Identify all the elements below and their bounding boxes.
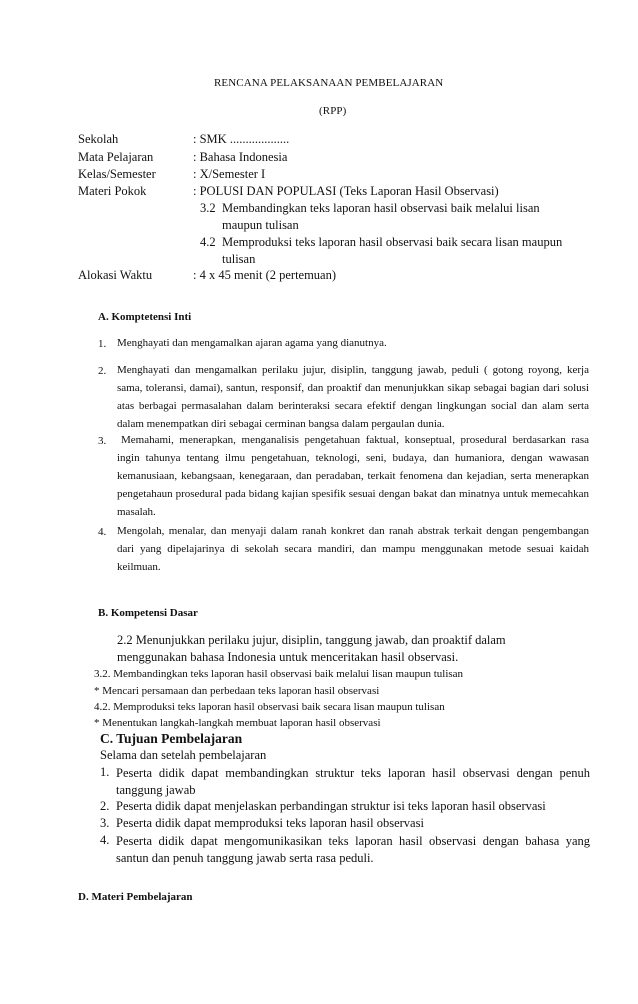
- list-item: Peserta didik dapat mengomunikasikan teks laporan hasil observasi dengan bahasa yang santun dan penuh tanggung jawab serta rasa peduli.: [116, 834, 590, 865]
- list-item-num: 3.: [100, 816, 110, 830]
- identity-label-sekolah: Sekolah: [78, 132, 119, 146]
- section-b-heading: B. Kompetensi Dasar: [98, 607, 198, 619]
- section-c-heading: C. Tujuan Pembelajaran: [100, 731, 243, 746]
- kd-line: * Menentukan langkah-langkah membuat laporan hasil observasi: [94, 717, 381, 729]
- list-item-num: 1.: [98, 338, 107, 350]
- kd-line: 3.2. Membandingkan teks laporan hasil observasi baik melalui lisan maupun tulisan: [94, 668, 464, 680]
- materi-point-line: Memproduksi teks laporan hasil observasi baik secara lisan maupun: [222, 235, 563, 249]
- list-item-num: 4.: [98, 526, 107, 538]
- list-item-num: 4.: [100, 833, 110, 847]
- section-d-heading: D. Materi Pembelajaran: [78, 891, 193, 903]
- list-item-num: 2.: [100, 799, 110, 813]
- kd-main: 2.2 Menunjukkan perilaku jujur, disiplin, tanggung jawab, dan proaktif dalam menggunakan bahasa Indonesia untuk menceritakan hasil observasi.: [117, 633, 506, 664]
- materi-point-line: Membandingkan teks laporan hasil observasi baik melalui lisan: [222, 201, 540, 215]
- identity-value-alokasi: : 4 x 45 menit (2 pertemuan): [193, 268, 337, 282]
- list-item: Menghayati dan mengamalkan ajaran agama yang dianutnya.: [117, 337, 387, 349]
- identity-value-materi: : POLUSI DAN POPULASI (Teks Laporan Hasil Observasi): [193, 184, 499, 198]
- document-subtitle: (RPP): [319, 105, 347, 117]
- materi-point-line: tulisan: [222, 252, 256, 266]
- list-item: Peserta didik dapat menjelaskan perbandingan struktur isi teks laporan hasil observasi: [116, 799, 546, 813]
- list-item-num: 1.: [100, 765, 110, 779]
- list-item: Peserta didik dapat membandingkan struktur teks laporan hasil observasi dengan penuh tanggung jawab: [116, 766, 590, 797]
- kd-line: * Mencari persamaan dan perbedaan teks laporan hasil observasi: [94, 685, 380, 697]
- identity-value-sekolah: : SMK ...................: [193, 132, 290, 146]
- identity-label-alokasi: Alokasi Waktu: [78, 268, 153, 282]
- section-a-heading: A. Komptetensi Inti: [98, 311, 192, 323]
- identity-label-mapel: Mata Pelajaran: [78, 150, 154, 164]
- list-item: Memahami, menerapkan, menganalisis pengetahuan faktual, konseptual, prosedural berdasarkan rasa ingin tahunya tentang ilmu pengetahuan, teknologi, seni, budaya, dan humaniora, dengan wawasan kemanusiaan, kebangsaan, kenegaraan, dan peradaban, terkait fenomena dan kejadian, serta menerapkan pengetahaun prosedural pada bidang kajian spesifik sesuai dengan bakat dan minatnya untuk memecahkan masalah.: [117, 434, 589, 518]
- list-item: Mengolah, menalar, dan menyaji dalam ranah konkret dan ranah abstrak terkait dengan pengembangan dari yang dipelajarinya di sekolah secara mandiri, dan mampu menggunakan metode sesuai kaidah keilmuan.: [117, 525, 589, 573]
- identity-label-materi: Materi Pokok: [78, 184, 147, 198]
- section-c-intro: Selama dan setelah pembelajaran: [100, 748, 267, 762]
- list-item-num: 2.: [98, 365, 107, 377]
- materi-point-num: 3.2: [200, 201, 216, 215]
- materi-point-num: 4.2: [200, 235, 216, 249]
- document-title: RENCANA PELAKSANAAN PEMBELAJARAN: [214, 77, 444, 89]
- identity-label-kelas: Kelas/Semester: [78, 167, 156, 181]
- list-item-num: 3.: [98, 435, 107, 447]
- list-item: Menghayati dan mengamalkan perilaku jujur, disiplin, tanggung jawab, peduli ( gotong royong, kerja sama, toleransi, damai), santun, responsif, dan proaktif dan menunjukkan sikap sebagai bagian dari solusi atas berbagai permasalahan dalam berinteraksi secara efektif dengan lingkungan social dan alam serta dalam menempatkan diri sebagai cerminan bangsa dalam pergaulan dunia.: [117, 364, 589, 430]
- materi-point-line: maupun tulisan: [222, 218, 299, 232]
- identity-value-kelas: : X/Semester I: [193, 167, 266, 181]
- identity-value-mapel: : Bahasa Indonesia: [193, 150, 288, 164]
- kd-line: 4.2. Memproduksi teks laporan hasil observasi baik secara lisan maupun tulisan: [94, 701, 445, 713]
- list-item: Peserta didik dapat memproduksi teks laporan hasil observasi: [116, 816, 424, 830]
